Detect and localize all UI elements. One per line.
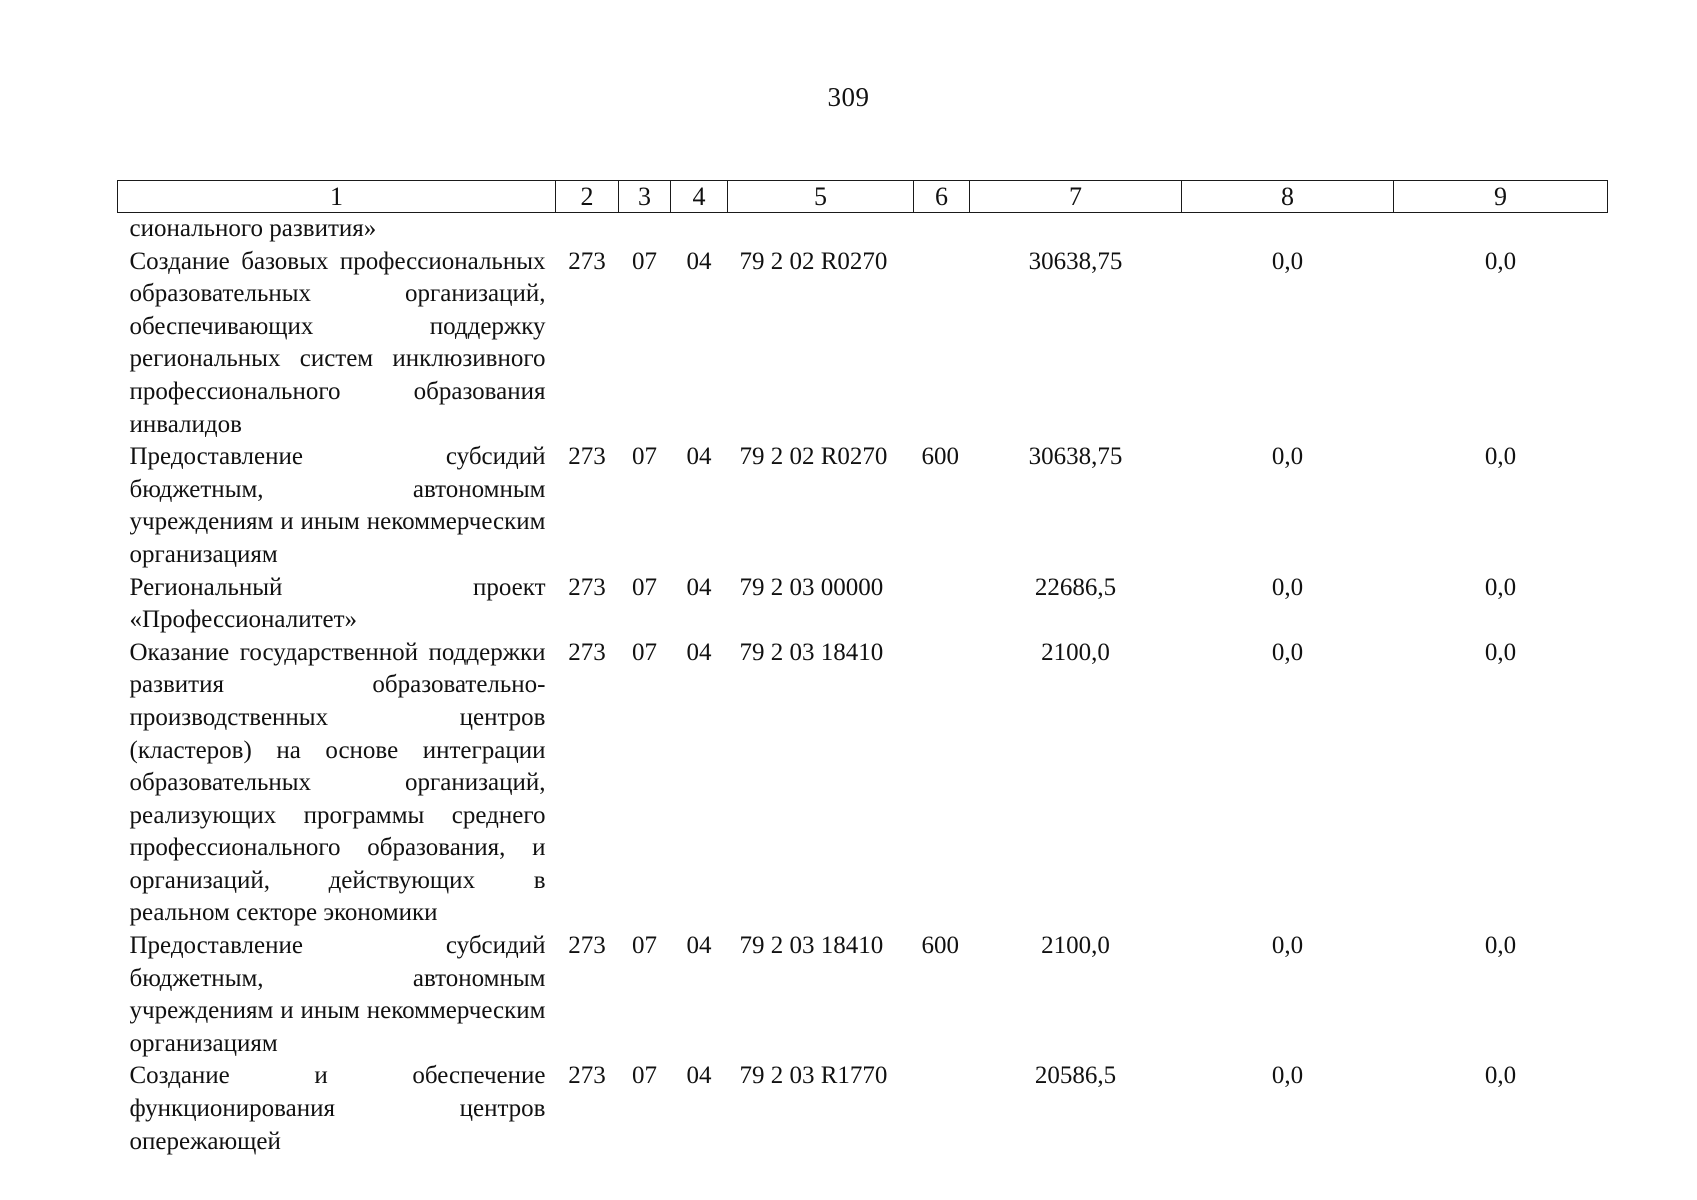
table-row (118, 213, 1608, 246)
row-expense-type (914, 246, 970, 442)
row-amount-2: 0,0 (1271, 443, 1304, 471)
row-amount-3: 0,0 (1484, 573, 1517, 601)
row-name: Создание базовых профессиональных образовательных организаций, обеспечивающих поддержку региональных систем инклюзивного профессионального образования инвалидов (129, 247, 546, 438)
row-amount-2: 0,0 (1271, 573, 1304, 601)
row-amount-1: 20586,5 (1034, 1062, 1117, 1090)
header-col-4: 4 (671, 181, 728, 213)
table-row (118, 930, 1608, 1060)
header-col-5: 5 (728, 181, 914, 213)
row-amount-1: 30638,75 (1028, 247, 1123, 275)
budget-table-container (117, 180, 1607, 1158)
row-expense-type (914, 572, 970, 637)
row-ministry-code: 273 (568, 1062, 606, 1090)
row-target-article: 79 2 03 00000 (739, 573, 884, 601)
table-row (118, 637, 1608, 930)
row-amount-2: 0,0 (1271, 638, 1304, 666)
row-amount-1: 30638,75 (1028, 443, 1123, 471)
row-amount-3: 0,0 (1484, 638, 1517, 666)
budget-table (117, 180, 1608, 1158)
header-col-9: 9 (1394, 181, 1608, 213)
row-amount-1 (970, 213, 1182, 246)
row-expense-type (914, 213, 970, 246)
table-header (118, 181, 1608, 213)
row-amount-3: 0,0 (1484, 443, 1517, 471)
row-ministry-code: 273 (568, 443, 606, 471)
row-target-article: 79 2 02 R0270 (739, 247, 888, 275)
row-amount-2: 0,0 (1271, 932, 1304, 960)
row-name: Создание и обеспечение функционирования центров опережающей (129, 1062, 546, 1155)
row-amount-1: 2100,0 (1041, 638, 1110, 666)
row-ministry-code: 273 (568, 932, 606, 960)
row-amount-1: 2100,0 (1041, 932, 1110, 960)
header-col-3: 3 (619, 181, 671, 213)
header-col-6: 6 (914, 181, 970, 213)
row-amount-2 (1182, 213, 1394, 246)
row-ministry-code: 273 (568, 638, 606, 666)
row-section: 07 (632, 638, 657, 666)
row-subsection: 04 (686, 932, 712, 960)
row-target-article (728, 213, 914, 246)
row-target-article: 79 2 03 18410 (739, 932, 884, 960)
row-expense-type: 600 (921, 932, 959, 960)
row-target-article: 79 2 03 18410 (739, 638, 884, 666)
row-expense-type (914, 637, 970, 930)
table-row (118, 1060, 1608, 1158)
row-subsection: 04 (686, 573, 712, 601)
row-name: Предоставление субсидий бюджетным, автономным учреждениям и иным некоммерческим организациям (129, 443, 546, 568)
row-amount-3: 0,0 (1484, 932, 1517, 960)
row-expense-type: 600 (921, 443, 959, 471)
header-row (118, 181, 1608, 213)
row-section (619, 213, 671, 246)
row-name: Оказание государственной поддержки развития образовательно-производственных центров (кластеров) на основе интеграции образовательных организаций, реализующих программы среднего профессионального образования, и организаций, действующих в реальном секторе экономики (129, 638, 546, 927)
row-amount-3 (1394, 213, 1608, 246)
row-section: 07 (632, 1062, 657, 1090)
row-subsection: 04 (686, 1062, 712, 1090)
row-subsection: 04 (686, 638, 712, 666)
row-name: Предоставление субсидий бюджетным, автономным учреждениям и иным некоммерческим организациям (129, 932, 546, 1057)
header-col-2: 2 (556, 181, 619, 213)
row-section: 07 (632, 247, 657, 275)
row-target-article: 79 2 03 R1770 (739, 1062, 888, 1090)
row-amount-3: 0,0 (1484, 247, 1517, 275)
row-name: Региональный проект «Профессионалитет» (129, 573, 546, 634)
row-amount-2: 0,0 (1271, 1062, 1304, 1090)
row-subsection: 04 (686, 443, 712, 471)
row-amount-3: 0,0 (1484, 1062, 1517, 1090)
row-section: 07 (632, 443, 657, 471)
header-col-1: 1 (118, 181, 556, 213)
row-ministry-code: 273 (568, 573, 606, 601)
row-amount-1: 22686,5 (1034, 573, 1117, 601)
table-row (118, 246, 1608, 442)
row-ministry-code (556, 213, 619, 246)
table-row (118, 441, 1608, 571)
row-name: сионального развития» (129, 215, 377, 242)
table-body (118, 213, 1608, 1159)
page-number: 309 (827, 82, 870, 112)
row-target-article: 79 2 02 R0270 (739, 443, 888, 471)
row-amount-2: 0,0 (1271, 247, 1304, 275)
row-section: 07 (632, 573, 657, 601)
row-subsection: 04 (686, 247, 712, 275)
row-ministry-code: 273 (568, 247, 606, 275)
row-expense-type (914, 1060, 970, 1158)
header-col-8: 8 (1182, 181, 1394, 213)
table-row (118, 572, 1608, 637)
header-col-7: 7 (970, 181, 1182, 213)
row-subsection (671, 213, 728, 246)
row-section: 07 (632, 932, 657, 960)
